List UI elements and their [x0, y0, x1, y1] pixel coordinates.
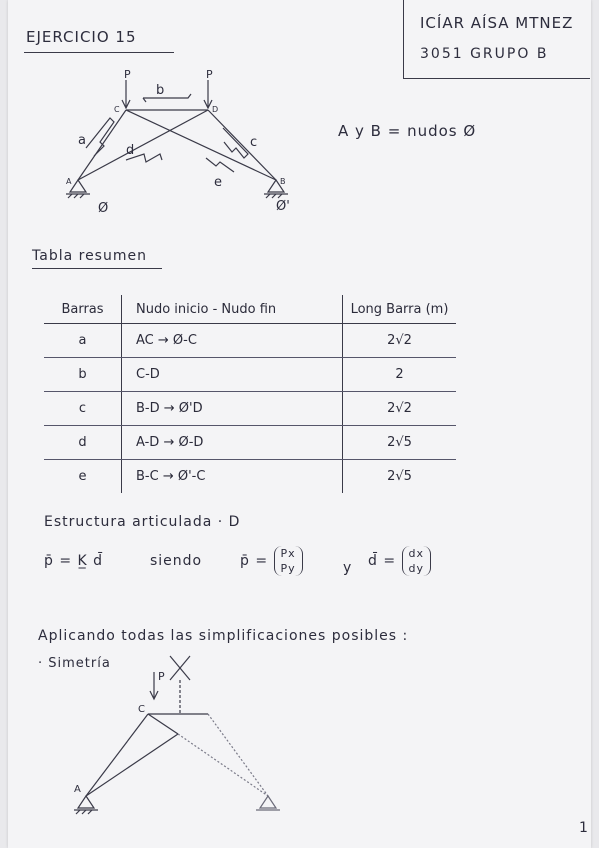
name-box [403, 0, 590, 79]
table-cell-bar: d [44, 426, 122, 460]
exercise-title: EJERCICIO 15 [26, 28, 137, 46]
table-row [44, 324, 456, 358]
table-cell-length: 2√2 [343, 324, 457, 358]
simplifications-line: Aplicando todas las simplificaciones posibles : [38, 628, 409, 644]
d-vector [402, 546, 432, 576]
load-label: P [158, 670, 165, 683]
nodes-note: A y B = nudos Ø [338, 122, 477, 140]
table-header-row [44, 295, 456, 324]
node-label-b: B [280, 177, 286, 186]
node-label-c: C [114, 105, 120, 114]
student-name: ICÍAR AÍSA MTNEZ [420, 14, 574, 32]
table-cell-nodes: C-D [122, 358, 343, 392]
table-cell-bar: e [44, 460, 122, 494]
structure-line: Estructura articulada · D [44, 514, 241, 530]
page-number: 1 [579, 820, 589, 836]
table-cell-length: 2√2 [343, 392, 457, 426]
formula-lhs: p̄ = K̲ d̄ [44, 553, 104, 569]
symmetry-diagram [68, 646, 308, 826]
bar-label-e: e [214, 175, 222, 190]
title-underline [24, 52, 174, 53]
support-label-b: Ø' [276, 199, 290, 214]
table-cell-nodes: AC → Ø-C [122, 324, 343, 358]
bar-label-c: c [250, 135, 258, 150]
header-bars: Barras [44, 295, 122, 324]
support-label-a: Ø [98, 201, 109, 216]
table-cell-nodes: A-D → Ø-D [122, 426, 343, 460]
table-cell-bar: c [44, 392, 122, 426]
table-cell-length: 2√5 [343, 426, 457, 460]
node-label-d: D [212, 105, 219, 114]
p-vector [274, 546, 303, 576]
formula-siendo: siendo [150, 553, 203, 569]
summary-title-underline [32, 268, 162, 269]
symmetry-item: · Simetría [38, 656, 111, 671]
d-vector-label: d̄ = [368, 553, 397, 569]
formula-y: y [343, 560, 353, 576]
d-vector-x: dx [408, 547, 425, 560]
load-label-right: P [206, 68, 213, 81]
d-vector-y: dy [408, 562, 425, 575]
bar-label-a: a [78, 133, 86, 148]
p-vector-y: Py [280, 562, 296, 575]
header-nodes: Nudo inicio - Nudo fin [122, 295, 343, 324]
p-vector-x: Px [280, 547, 296, 560]
table-row [44, 426, 456, 460]
table-row [44, 358, 456, 392]
table-row [44, 392, 456, 426]
node-label-a: A [66, 177, 72, 186]
table-cell-bar: a [44, 324, 122, 358]
p-vector-def [240, 546, 303, 576]
student-group: 3051 GRUPO B [420, 46, 549, 62]
bar-label-d: d [126, 143, 135, 158]
node-label-a: A [74, 784, 81, 795]
table-cell-nodes: B-C → Ø'-C [122, 460, 343, 494]
table-cell-length: 2√5 [387, 469, 412, 484]
header-length: Long Barra (m) [343, 295, 457, 324]
table-cell-length: 2 [343, 358, 457, 392]
stiffness-formula [44, 553, 103, 569]
table-cell-bar: b [44, 358, 122, 392]
d-vector-def [368, 546, 431, 576]
table-row [44, 460, 456, 494]
notebook-page [8, 0, 591, 848]
summary-table [44, 295, 456, 493]
p-vector-label: p̄ = [240, 553, 269, 569]
bar-label-b: b [156, 83, 165, 98]
load-label-left: P [124, 68, 131, 81]
truss-diagram [48, 62, 318, 222]
node-label-c: C [138, 704, 145, 715]
table-cell-nodes: B-D → Ø'D [122, 392, 343, 426]
summary-title: Tabla resumen [32, 248, 147, 264]
